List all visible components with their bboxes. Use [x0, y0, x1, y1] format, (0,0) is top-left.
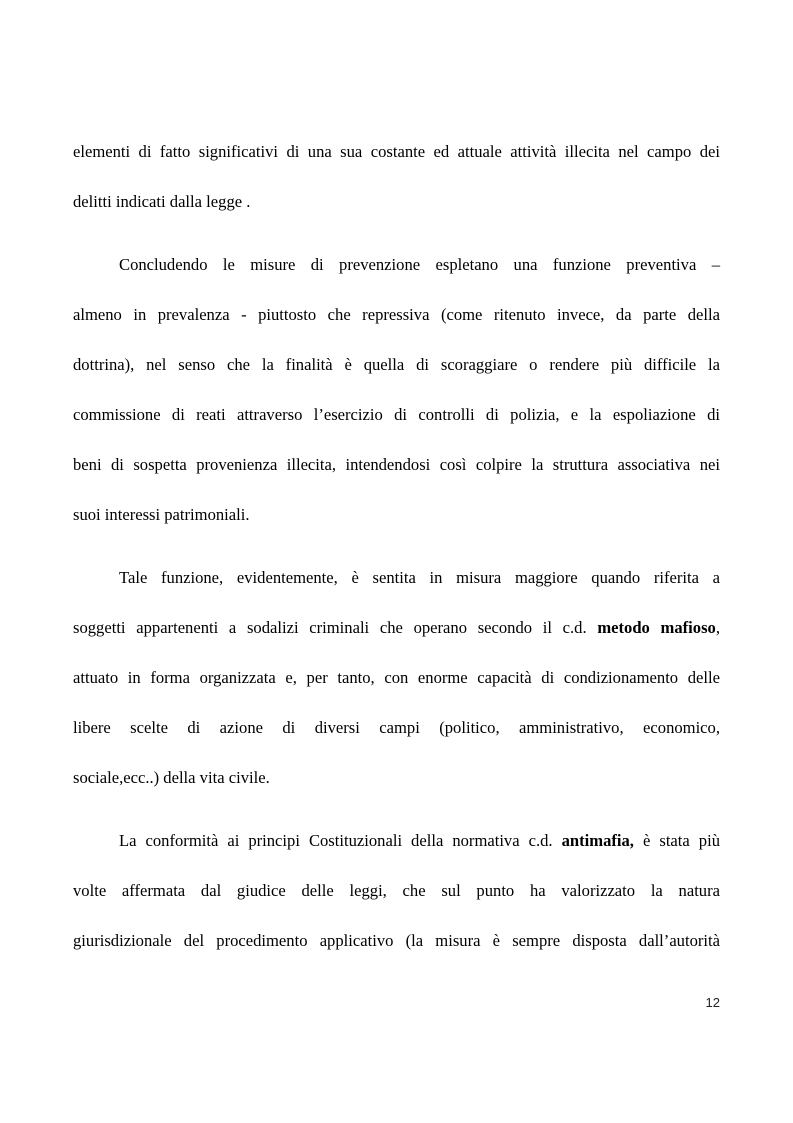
paragraph-1-line-2: delitti indicati dalla legge .: [73, 192, 251, 211]
paragraph-2-line-5: beni di sospetta provenienza illecita, intendendosi così colpire la struttura associativa nei: [73, 455, 720, 474]
paragraph-2-line-4: commissione di reati attraverso l’esercizio di controlli di polizia, e la espoliazione di: [73, 405, 720, 424]
bold-term-metodo-mafioso: metodo mafioso: [597, 618, 716, 637]
paragraph-4-line-1-tail: è stata più: [633, 831, 720, 850]
paragraph-3-line-3: attuato in forma organizzata e, per tanto, con enorme capacità di condizionamento delle: [73, 668, 720, 687]
paragraph-2-line-6: suoi interessi patrimoniali.: [73, 505, 250, 524]
paragraph-3-line-5: sociale,ecc..) della vita civile.: [73, 768, 270, 787]
paragraph-3-line-4: libere scelte di azione di diversi campi (politico, amministrativo, economico,: [73, 718, 720, 737]
paragraph-3-line-2-punct: ,: [715, 618, 720, 637]
paragraph-3-line-2: [73, 618, 720, 638]
paragraph-2-line-1: Concludendo le misure di prevenzione espletano una funzione preventiva –: [119, 255, 720, 274]
paragraph-2-line-2: almeno in prevalenza - piuttosto che repressiva (come ritenuto invece, da parte della: [73, 305, 720, 324]
bold-term-antimafia: antimafia,: [561, 831, 634, 850]
paragraph-1-line-1: elementi di fatto significativi di una sua costante ed attuale attività illecita nel campo dei: [73, 142, 720, 161]
paragraph-4-line-2: volte affermata dal giudice delle leggi, che sul punto ha valorizzato la natura: [73, 881, 720, 900]
paragraph-3-line-2-text: soggetti appartenenti a sodalizi criminali che operano secondo il c.d.: [73, 618, 598, 637]
page-number: 12: [705, 995, 720, 1010]
paragraph-2-line-3: dottrina), nel senso che la finalità è quella di scoraggiare o rendere più difficile la: [73, 355, 720, 374]
paragraph-4-line-1: [119, 831, 720, 851]
paragraph-3-line-1: Tale funzione, evidentemente, è sentita in misura maggiore quando riferita a: [119, 568, 720, 587]
paragraph-4-line-1-text: La conformità ai principi Costituzionali della normativa c.d.: [119, 831, 562, 850]
paragraph-4-line-3: giurisdizionale del procedimento applicativo (la misura è sempre disposta dall’autorità: [73, 931, 720, 950]
